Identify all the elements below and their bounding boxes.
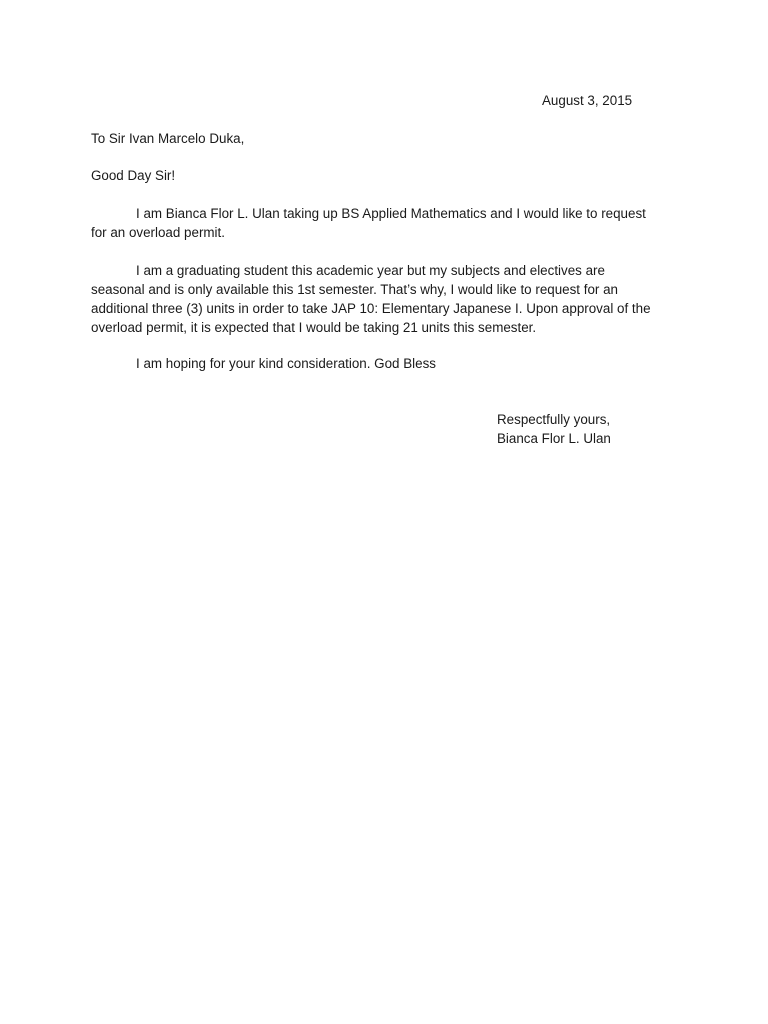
- letter-closing: [497, 410, 611, 448]
- valediction: Respectfully yours,: [497, 412, 611, 427]
- paragraph-line: overload permit, it is expected that I would be taking 21 units this semester.: [91, 320, 537, 335]
- signature-name: Bianca Flor L. Ulan: [497, 431, 611, 446]
- paragraph-line: additional three (3) units in order to take JAP 10: Elementary Japanese I. Upon approval of the: [91, 301, 651, 316]
- letter-salutation: To Sir Ivan Marcelo Duka,: [91, 131, 245, 146]
- paragraph-line: I am Bianca Flor L. Ulan taking up BS Applied Mathematics and I would like to request: [136, 206, 646, 221]
- paragraph-line: seasonal and is only available this 1st semester. That’s why, I would like to request for an: [91, 282, 618, 297]
- letter-greeting: Good Day Sir!: [91, 168, 176, 183]
- letter-date: August 3, 2015: [542, 93, 633, 108]
- body-paragraph-2: [91, 261, 681, 337]
- body-paragraph-3: [91, 354, 681, 373]
- paragraph-line: I am a graduating student this academic year but my subjects and electives are: [136, 263, 605, 278]
- body-paragraph-1: [91, 204, 681, 242]
- paragraph-line: I am hoping for your kind consideration. God Bless: [136, 356, 436, 371]
- paragraph-line: for an overload permit.: [91, 225, 225, 240]
